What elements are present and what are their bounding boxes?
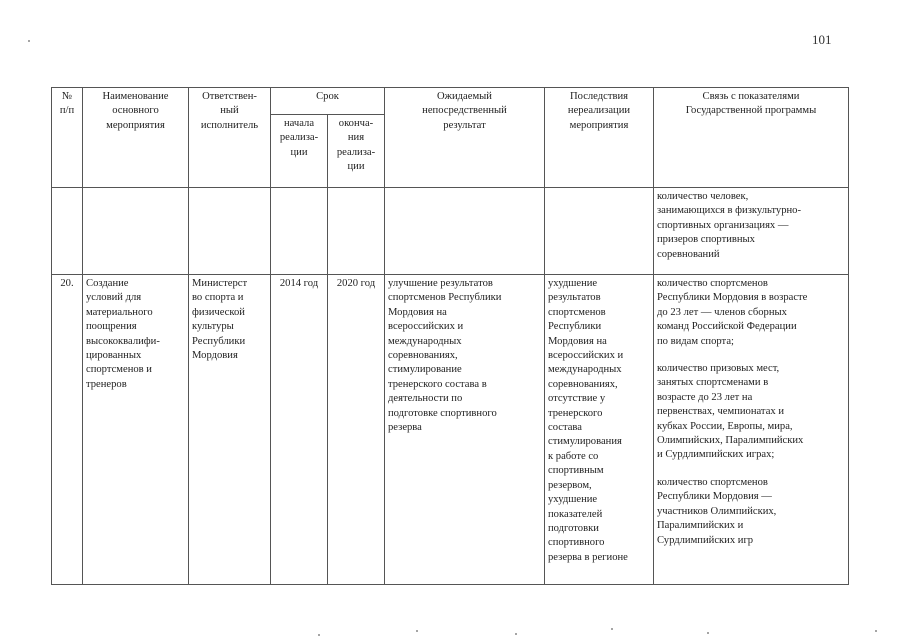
page-number: 101 <box>812 32 832 47</box>
header-term: Срок <box>271 88 385 115</box>
activities-table <box>51 87 849 585</box>
cell-end: 2020 год <box>328 275 385 585</box>
cell-link-continued: количество человек, занимающихся в физкультурно- спортивных организациях — призеров спортивных соревнований <box>654 188 849 275</box>
header-consequences: Последствия нереализации мероприятия <box>545 88 654 188</box>
scan-speck <box>707 632 709 634</box>
table-row <box>52 188 849 275</box>
scan-speck <box>318 634 320 636</box>
header-result: Ожидаемый непосредственный результат <box>385 88 545 188</box>
header-num: № п/п <box>52 88 83 188</box>
header-link: Связь с показателями Государственной программы <box>654 88 849 188</box>
cell-empty <box>52 188 83 275</box>
link-indicator: количество спортсменов Республики Мордовия — участников Олимпийских, Паралимпийских и Сурдлимпийских игр <box>657 476 777 546</box>
cell-consequences: ухудшение результатов спортсменов Республики Мордовия на всероссийских и международных соревнованиях, отсутствие у тренерского состава стимулирования к работе со спортивным резервом, ухудшение показателей подготовки спортивного резерва в регионе <box>545 275 654 585</box>
header-end: оконча- ния реализа- ции <box>328 115 385 188</box>
cell-name: Создание условий для материального поощрения высококвалифи- цированных спортсменов и тренеров <box>83 275 189 585</box>
scan-speck <box>611 628 613 630</box>
table-header-row <box>52 88 849 115</box>
cell-empty <box>385 188 545 275</box>
link-indicator: количество призовых мест, занятых спортсменами в возрасте до 23 лет на первенствах, чемпионатах и кубках России, Европы, мира, Олимпийских, Паралимпийских и Сурдлимпийских играх; <box>657 363 804 461</box>
cell-num: 20. <box>52 275 83 585</box>
link-indicator: количество спортсменов Республики Мордовия в возрасте до 23 лет — членов сборных команд Российской Федерации по видам спорта; <box>657 278 808 347</box>
cell-result: улучшение результатов спортсменов Республики Мордовия на всероссийских и международных соревнованиях, стимулирование тренерского состава в деятельности по подготовке спортивного резерва <box>385 275 545 585</box>
table-row <box>52 275 849 585</box>
cell-start: 2014 год <box>271 275 328 585</box>
cell-empty <box>328 188 385 275</box>
header-executor: Ответствен- ный исполнитель <box>189 88 271 188</box>
scan-speck <box>875 630 877 632</box>
header-start: начала реализа- ции <box>271 115 328 188</box>
cell-empty <box>545 188 654 275</box>
header-name: Наименование основного мероприятия <box>83 88 189 188</box>
cell-empty <box>271 188 328 275</box>
cell-links <box>654 275 849 585</box>
scan-speck <box>28 40 30 42</box>
cell-empty <box>83 188 189 275</box>
scan-speck <box>416 630 418 632</box>
cell-empty <box>189 188 271 275</box>
cell-executor: Министерст во спорта и физической культуры Республики Мордовия <box>189 275 271 585</box>
scan-speck <box>515 633 517 635</box>
